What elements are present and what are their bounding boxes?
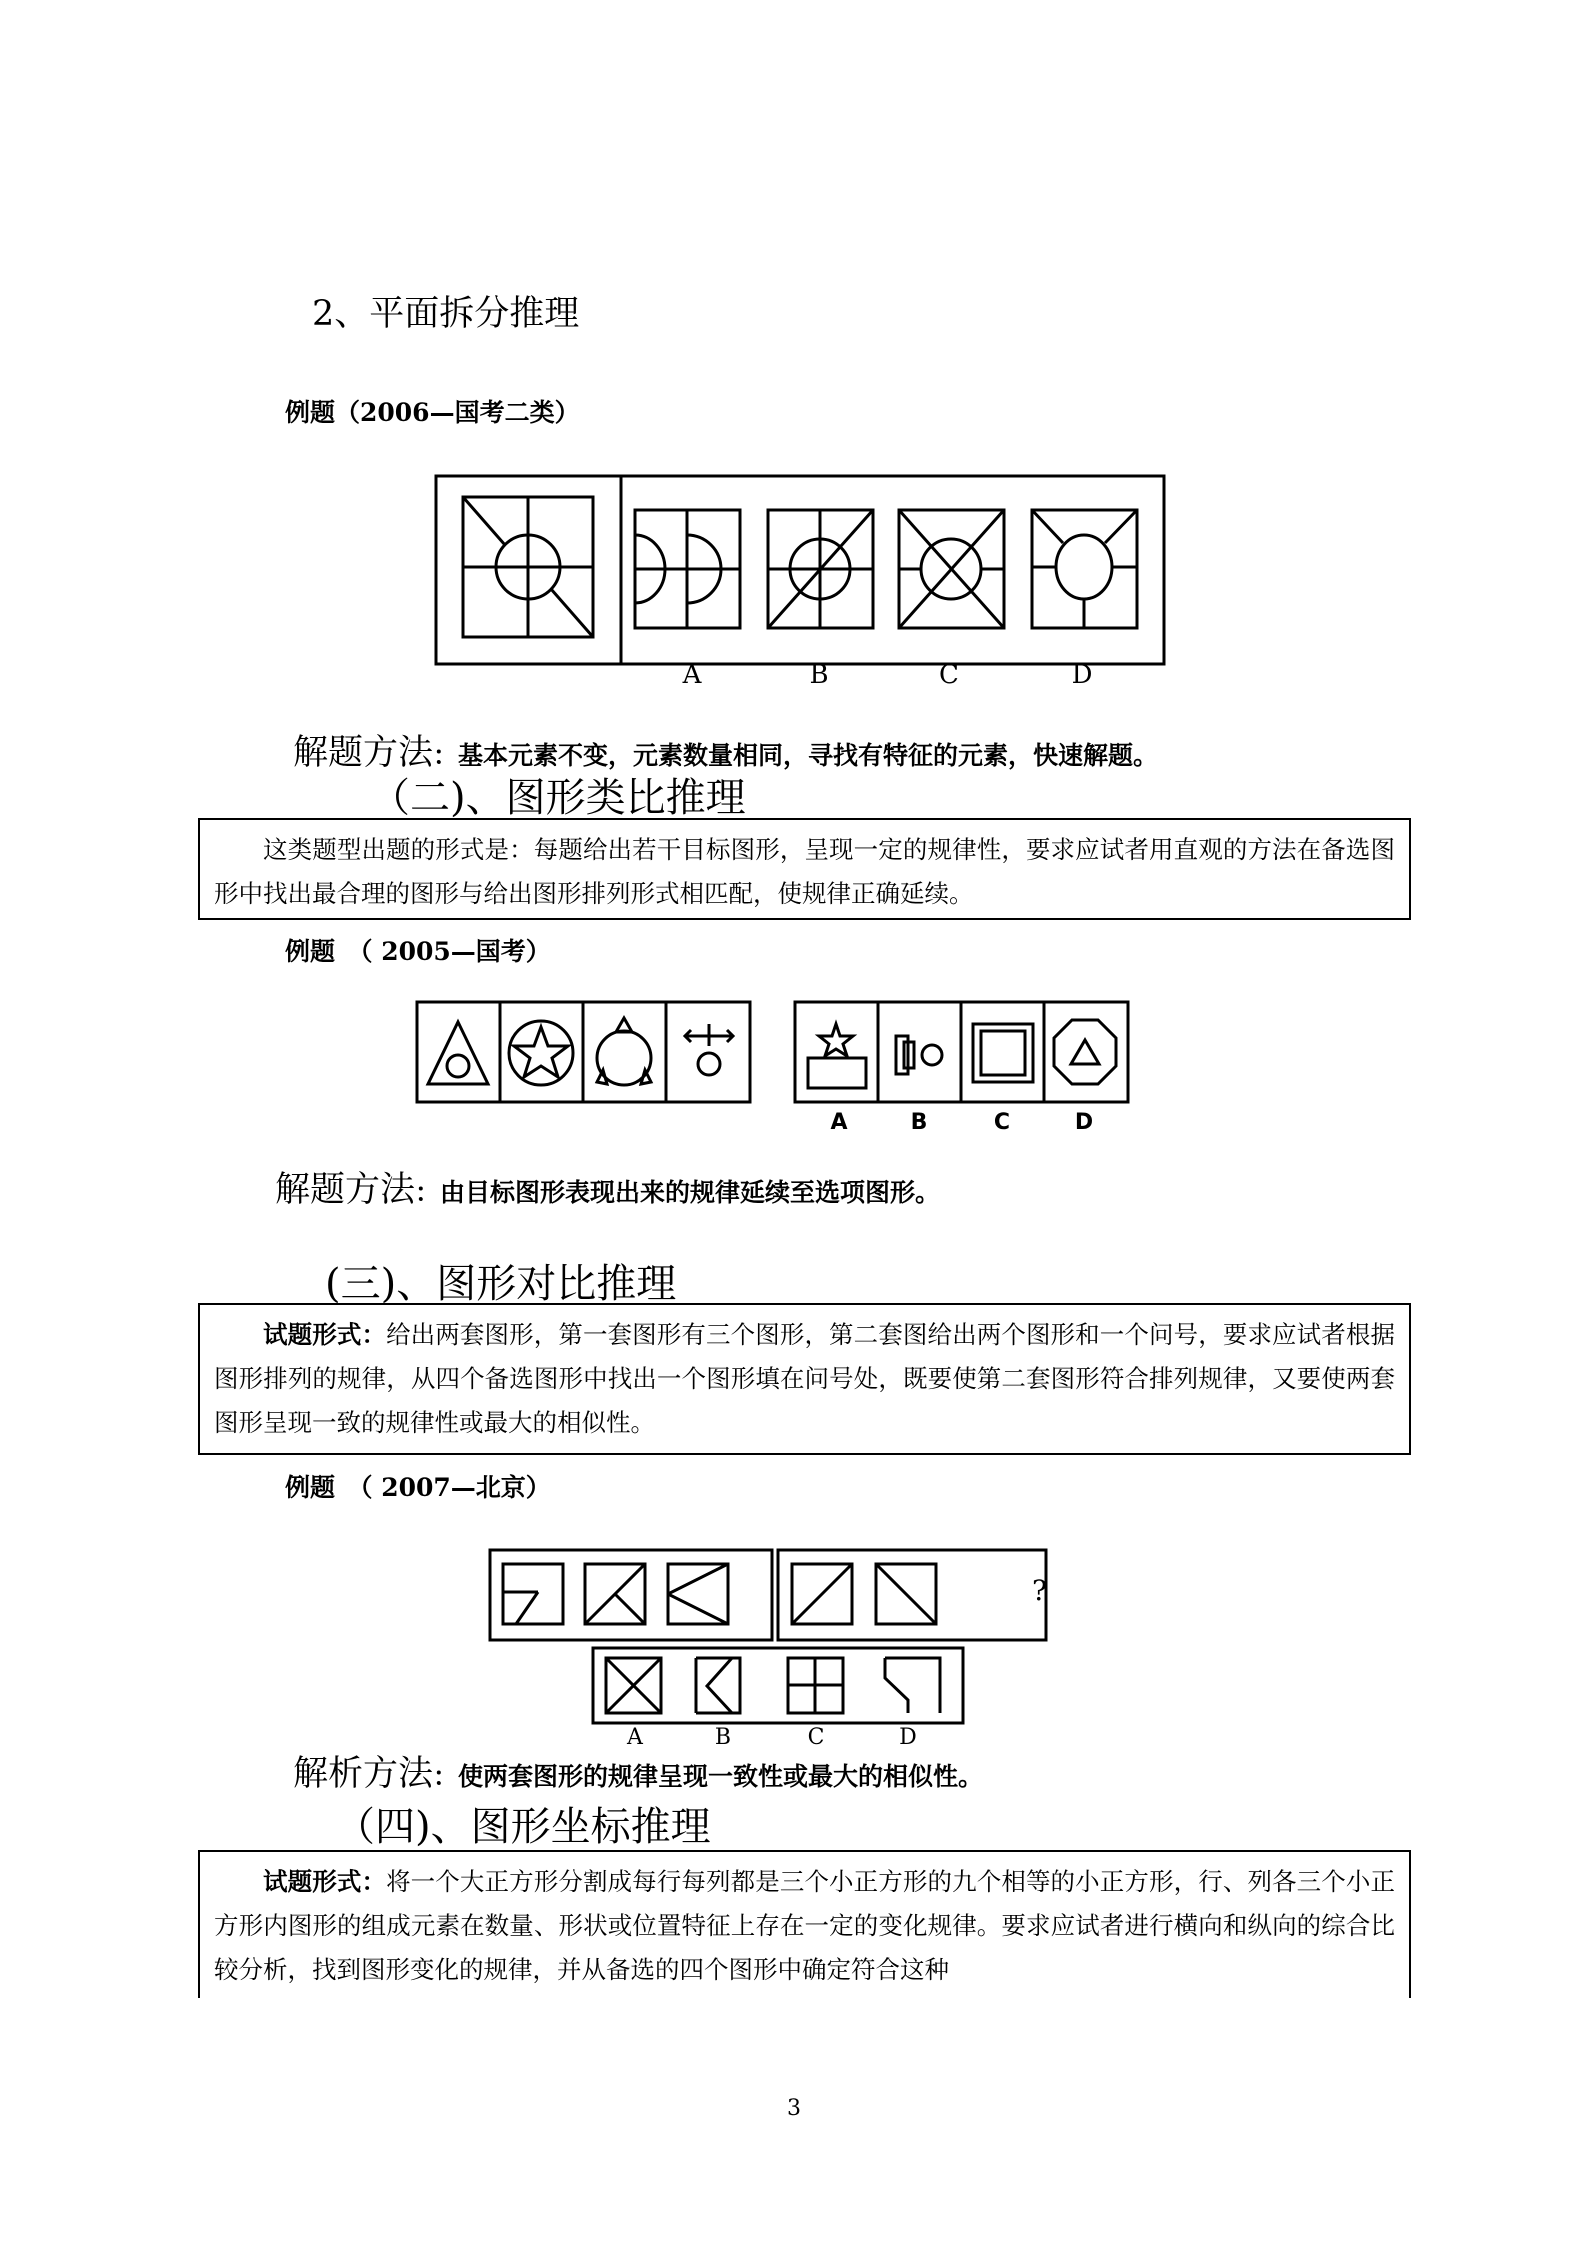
section4-description (214, 1860, 1395, 1992)
section3-title: (三)、图形对比推理 (325, 1261, 677, 1307)
page-number: 3 (787, 2096, 801, 2121)
example3-label: 例题 （ 2007—北京） (285, 1473, 551, 1502)
option-label-d: D (1071, 660, 1093, 690)
option-label-b: B (809, 660, 829, 690)
method2-title: 解题方法 (275, 1170, 416, 1210)
section4-title: （四)、图形坐标推理 (335, 1804, 711, 1850)
section3-description-label: 试题形式： (263, 1320, 387, 1349)
option-label-a: A (682, 660, 702, 690)
example2-figure (415, 1000, 1135, 1105)
option-label-a: A (627, 1725, 643, 1750)
option-b-figure (768, 510, 873, 628)
method2 (275, 1162, 940, 1212)
stem-figure (463, 497, 593, 637)
option-label-c: C (807, 1725, 825, 1750)
option-figures (795, 1002, 1128, 1102)
method1-title: 解题方法 (293, 733, 434, 773)
section3-description (214, 1313, 1395, 1445)
example3-figure (488, 1548, 1048, 1726)
method3-text: ：使两套图形的规律呈现一致性或最大的相似性。 (433, 1762, 984, 1791)
second-set-figures (778, 1550, 1046, 1640)
section2-title: （二)、图形类比推理 (370, 775, 746, 821)
section4-description-box (198, 1850, 1411, 1998)
option-a-figure (635, 510, 740, 628)
method3-title: 解析方法 (293, 1754, 434, 1794)
option-label-b: B (910, 1110, 928, 1135)
method1-text: ：基本元素不变，元素数量相同，寻找有特征的元素，快速解题。 (433, 741, 1159, 770)
section4-description-text: 将一个大正方形分割成每行每列都是三个小正方形的九个相等的小正方形，行、列各三个小正方形内图形的组成元素在数量、形状或位置特征上存在一定的变化规律。要求应试者进行横向和纵向的综合比较分析，找到图形变化的规律，并从备选的四个图形中确定符合这种 (214, 1867, 1396, 1984)
option-label-d: D (1074, 1110, 1094, 1135)
option-c-figure (899, 510, 1004, 628)
option-label-a: A (830, 1110, 848, 1135)
option-figures (593, 1648, 963, 1723)
method3 (293, 1746, 983, 1796)
option-label-d: D (899, 1725, 917, 1750)
section3-description-box (198, 1303, 1411, 1455)
example2-label: 例题 （ 2005—国考） (285, 937, 551, 966)
heading-plane-split: 2、平面拆分推理 (312, 294, 580, 334)
first-set-figures (490, 1550, 772, 1640)
option-label-c: C (939, 660, 959, 690)
section3-description-text: 给出两套图形，第一套图形有三个图形，第二套图给出两个图形和一个问号，要求应试者根据图形排列的规律，从四个备选图形中找出一个图形填在问号处，既要使第二套图形符合排列规律，又要使两套图形呈现一致的规律性或最大的相似性。 (214, 1320, 1396, 1437)
option-d-figure (1032, 510, 1137, 628)
option-label-c: C (993, 1110, 1011, 1135)
question-mark: ? (1032, 1574, 1048, 1607)
section4-description-label: 试题形式： (263, 1867, 387, 1896)
section2-description-box (198, 818, 1411, 920)
section2-description: 这类题型出题的形式是：每题给出若干目标图形，呈现一定的规律性，要求应试者用直观的方法在备选图形中找出最合理的图形与给出图形排列形式相匹配，使规律正确延续。 (214, 835, 1395, 908)
example1-label: 例题（2006—国考二类） (285, 398, 580, 427)
method2-text: ：由目标图形表现出来的规律延续至选项图形。 (415, 1178, 941, 1207)
stem-figures (417, 1002, 750, 1102)
example1-figure (435, 475, 1165, 665)
option-label-b: B (714, 1725, 732, 1750)
